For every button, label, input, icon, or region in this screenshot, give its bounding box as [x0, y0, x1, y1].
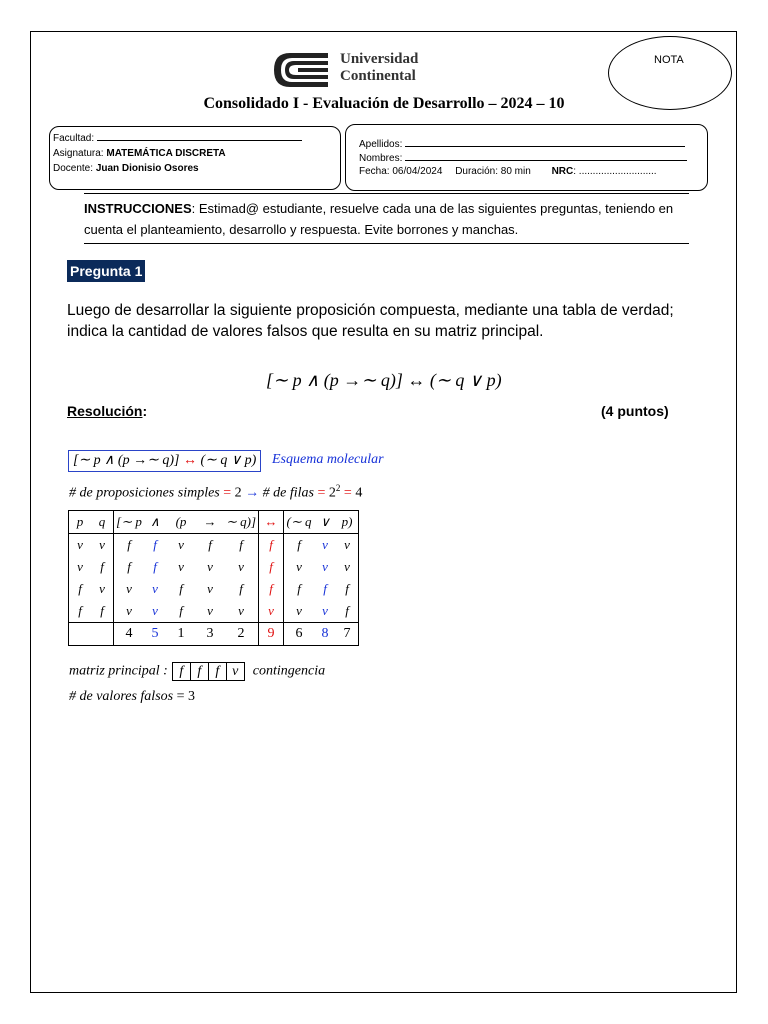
table-header-cell: ∼ q)]: [224, 511, 259, 534]
fecha-field: [359, 166, 657, 177]
table-cell: v: [224, 600, 259, 623]
order-cell: 8: [314, 623, 336, 646]
university-line1: Universidad: [340, 51, 419, 67]
table-cell: v: [207, 559, 213, 574]
nprop-eq: =: [223, 485, 232, 501]
table-cell: v: [178, 537, 184, 552]
facultad-field: [53, 132, 302, 144]
instructions-label: INSTRUCCIONES: [84, 201, 192, 216]
order-cell: 9: [259, 623, 284, 646]
table-header-cell: q: [91, 511, 114, 534]
table-cell: v: [207, 581, 213, 596]
docente-value: Juan Dionisio Osores: [95, 163, 199, 174]
nprop-c: # de filas: [262, 485, 314, 501]
order-blank-cell: [69, 623, 114, 646]
table-cell: v: [91, 534, 114, 557]
order-cell: 7: [336, 623, 359, 646]
table-cell: f: [69, 600, 92, 623]
table-cell: f: [259, 578, 284, 600]
table-cell: f: [91, 600, 114, 623]
table-header-row: [69, 511, 359, 534]
university-logo: [270, 50, 332, 90]
nprop-b: 2: [234, 485, 242, 501]
nombres-line: [405, 152, 687, 161]
exam-title: Consolidado I - Evaluación de Desarrollo – 2024 – 10: [203, 95, 565, 112]
table-cell: f: [69, 578, 92, 600]
matriz-cell: f: [208, 662, 227, 681]
table-cell: f: [208, 537, 212, 552]
order-cell: 3: [196, 623, 224, 646]
esquema-right: (∼ q ∨ p): [200, 453, 257, 468]
table-cell: f: [259, 534, 284, 557]
order-row: [69, 623, 359, 646]
esquema-box: [68, 450, 261, 472]
table-cell: v: [322, 537, 328, 552]
table-header-cell: p): [336, 511, 359, 534]
table-cell: f: [323, 581, 327, 596]
table-cell: f: [179, 581, 183, 596]
facultad-label: Facultad:: [53, 133, 95, 144]
matriz-cell: f: [190, 662, 209, 681]
table-cell: f: [91, 556, 114, 578]
table-cell: f: [127, 559, 131, 574]
nrc-dots: : ............................: [573, 166, 657, 177]
fecha: Fecha: 06/04/2024: [359, 166, 443, 177]
resolucion-heading: Resolución:: [67, 403, 148, 419]
table-cell: v: [91, 578, 114, 600]
question-label: Pregunta 1: [67, 260, 145, 282]
matriz-cell: v: [226, 662, 245, 681]
matriz-principal: [69, 662, 325, 681]
table-cell: f: [224, 578, 259, 600]
table-cell: v: [336, 556, 359, 578]
university-name: [340, 51, 418, 85]
nota-label: NOTA: [654, 54, 684, 66]
order-cell: 6: [284, 623, 315, 646]
table-cell: v: [69, 556, 92, 578]
question-formula: [∼ p ∧ (p →∼ q)] ↔ (∼ q ∨ p): [266, 370, 502, 390]
matriz-label: matriz principal :: [69, 663, 168, 679]
table-header-cell: (p: [166, 511, 196, 534]
duracion: Duración: 80 min: [455, 166, 531, 177]
table-cell: v: [152, 581, 158, 596]
table-cell: f: [297, 581, 301, 596]
table-cell: f: [297, 537, 301, 552]
table-cell: v: [126, 581, 132, 596]
table-cell: v: [178, 559, 184, 574]
nombres-label: Nombres:: [359, 153, 403, 164]
table-header-cell: →: [196, 511, 224, 534]
apellidos-field: [359, 138, 685, 150]
nprop-sup: 2: [335, 483, 341, 493]
apellidos-line: [405, 138, 685, 147]
table-cell: v: [224, 556, 259, 578]
table-header-cell: ∨: [314, 511, 336, 534]
table-header-cell: ∧: [144, 511, 166, 534]
table-row: [69, 578, 359, 600]
table-row: [69, 600, 359, 623]
points-label: (4 puntos): [601, 403, 669, 419]
table-cell: v: [69, 534, 92, 557]
nprop-e: 4: [355, 485, 363, 501]
table-cell: v: [336, 534, 359, 557]
table-cell: v: [322, 559, 328, 574]
esquema-left: [∼ p ∧ (p →∼ q)]: [73, 453, 180, 468]
matriz-cells: [173, 662, 245, 681]
table-cell: v: [196, 600, 224, 623]
asignatura-value: MATEMÁTICA DISCRETA: [106, 148, 226, 159]
table-cell: f: [259, 556, 284, 578]
esquema-label: Esquema molecular: [272, 452, 384, 467]
matriz-result: contingencia: [252, 663, 326, 679]
order-cell: 5: [144, 623, 166, 646]
docente-label: Docente:: [53, 163, 94, 174]
falsos-label: # de valores falsos: [69, 689, 174, 704]
table-cell: v: [284, 600, 315, 623]
resolucion-label: Resolución: [67, 403, 143, 419]
asignatura-field: [53, 148, 226, 159]
falsos-value: 3: [188, 689, 195, 704]
table-cell: v: [296, 559, 302, 574]
nprop-eq2: =: [317, 485, 326, 501]
table-cell: v: [114, 600, 145, 623]
table-header-cell: (∼ q: [284, 511, 315, 534]
table-cell: f: [336, 578, 359, 600]
university-line2: Continental: [340, 68, 416, 84]
table-cell: f: [166, 600, 196, 623]
instructions-text: : Estimad@ estudiante, resuelve cada una de las siguientes preguntas, teniendo en cuenta el planteamiento, desarrollo y respuesta. Evite borrones y manchas.: [84, 201, 674, 237]
table-cell: f: [224, 534, 259, 557]
order-cell: 2: [224, 623, 259, 646]
order-cell: 4: [114, 623, 145, 646]
instructions: [84, 193, 689, 244]
esquema-op: ↔: [182, 453, 197, 468]
nprop-a: # de proposiciones simples: [69, 485, 220, 501]
table-cell: f: [336, 600, 359, 623]
table-cell: v: [259, 600, 284, 623]
table-row: [69, 556, 359, 578]
order-cell: 1: [166, 623, 196, 646]
table-cell: f: [153, 537, 157, 552]
matriz-cell: f: [172, 662, 191, 681]
nprop-eq3: =: [343, 485, 352, 501]
nprop-arrow: →: [245, 485, 260, 501]
nombres-field: [359, 152, 687, 164]
nrc-label: NRC: [551, 166, 574, 177]
falsos-eq: =: [176, 689, 185, 704]
table-header-cell: p: [69, 511, 92, 534]
apellidos-label: Apellidos:: [359, 139, 403, 150]
table-cell: f: [153, 559, 157, 574]
table-row: [69, 534, 359, 557]
table-cell: v: [314, 600, 336, 623]
num-proposiciones: [69, 483, 362, 502]
num-valores-falsos: [69, 689, 195, 705]
table-cell: v: [144, 600, 166, 623]
question-statement: Luego de desarrollar la siguiente proposición compuesta, mediante una tabla de verdad; indica la cantidad de valores falsos que resulta en su matriz principal.: [67, 302, 674, 340]
asignatura-label: Asignatura:: [53, 148, 104, 159]
table-header-cell: ↔: [259, 511, 284, 534]
docente-field: [53, 163, 199, 174]
table-header-cell: [∼ p: [114, 511, 145, 534]
nprop-d: 2: [328, 485, 336, 501]
facultad-line: [97, 132, 302, 141]
truth-table: [68, 510, 359, 646]
table-cell: f: [127, 537, 131, 552]
